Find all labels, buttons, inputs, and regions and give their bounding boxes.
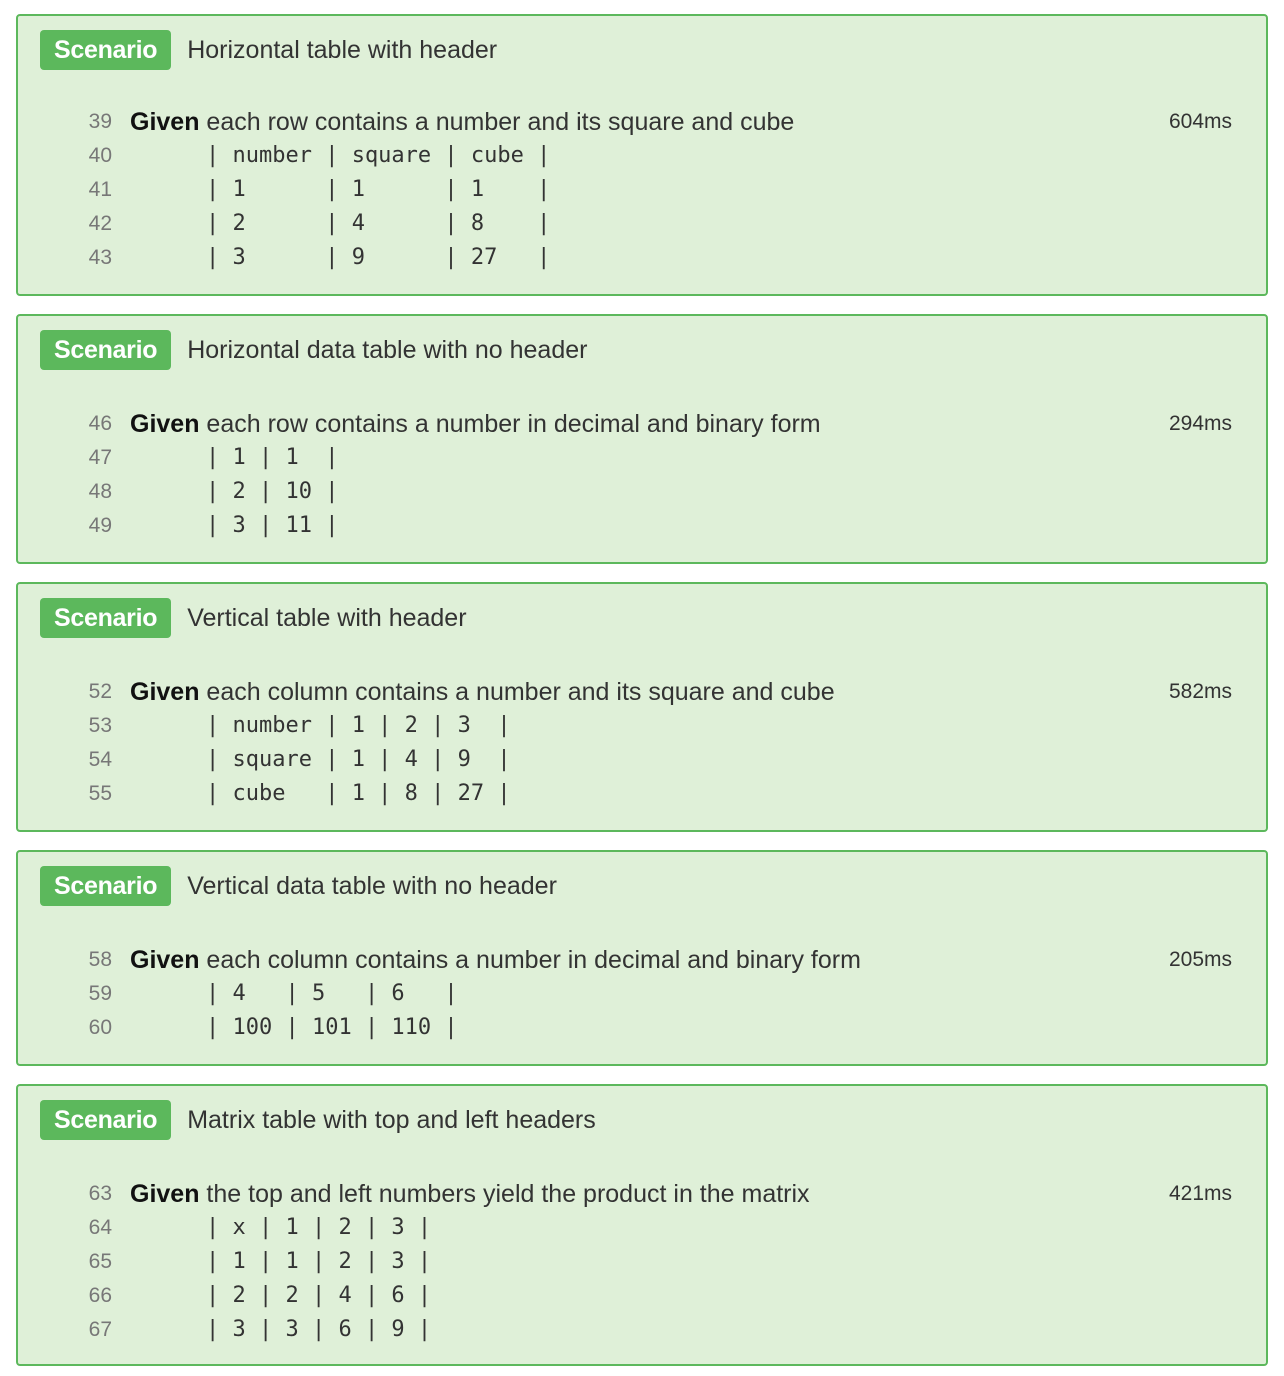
scenario-card [16, 14, 1268, 296]
scenario-header [40, 30, 497, 70]
step-text [130, 407, 821, 441]
table-row: | number | square | cube | [206, 143, 551, 168]
step-duration: 604ms [1168, 110, 1232, 133]
line-number: 67 [88, 1318, 112, 1341]
scenario-title: Matrix table with top and left headers [187, 1105, 596, 1134]
table-line [18, 1211, 1266, 1245]
line-number: 41 [88, 178, 112, 201]
table-row: | 2 | 2 | 4 | 6 | [206, 1283, 432, 1308]
line-number: 65 [88, 1250, 112, 1273]
table-row: | 1 | 1 | 1 | [206, 177, 551, 202]
table-line [18, 1313, 1266, 1347]
table-line [18, 709, 1266, 743]
step-description: the top and left numbers yield the product in the matrix [199, 1180, 810, 1208]
table-row: | x | 1 | 2 | 3 | [206, 1215, 432, 1240]
step-line [18, 675, 1266, 709]
line-number: 48 [88, 480, 112, 503]
step-line [18, 943, 1266, 977]
scenario-badge: Scenario [40, 598, 171, 638]
table-row: | 1 | 1 | [206, 445, 339, 470]
table-row: | 4 | 5 | 6 | [206, 981, 458, 1006]
table-row: | 1 | 1 | 2 | 3 | [206, 1249, 432, 1274]
scenario-card [16, 314, 1268, 564]
scenario-header [40, 1100, 596, 1140]
table-line [18, 1245, 1266, 1279]
scenario-header [40, 330, 587, 370]
step-keyword: Given [130, 678, 200, 706]
scenario-badge: Scenario [40, 1100, 171, 1140]
step-description: each column contains a number in decimal and binary form [199, 946, 861, 974]
step-text [130, 675, 835, 709]
line-number: 66 [88, 1284, 112, 1307]
scenario-header [40, 598, 467, 638]
line-number: 59 [88, 982, 112, 1005]
scenario-title: Vertical data table with no header [187, 871, 557, 900]
line-number: 58 [88, 948, 112, 971]
step-description: each column contains a number and its square and cube [199, 678, 835, 706]
line-number: 55 [88, 782, 112, 805]
line-number: 53 [88, 714, 112, 737]
scenario-title: Horizontal table with header [187, 35, 498, 64]
step-duration: 421ms [1168, 1182, 1232, 1205]
table-row: | 3 | 3 | 6 | 9 | [206, 1317, 432, 1342]
step-text [130, 943, 861, 977]
scenario-badge: Scenario [40, 866, 171, 906]
step-duration: 582ms [1168, 680, 1232, 703]
step-description: each row contains a number and its square and cube [199, 108, 795, 136]
step-duration: 294ms [1168, 412, 1232, 435]
line-number: 60 [88, 1016, 112, 1039]
line-number: 49 [88, 514, 112, 537]
table-row: | 3 | 11 | [206, 513, 339, 538]
line-number: 46 [88, 412, 112, 435]
scenario-badge: Scenario [40, 330, 171, 370]
table-line [18, 1011, 1266, 1045]
step-line [18, 1177, 1266, 1211]
line-number: 63 [88, 1182, 112, 1205]
table-line [18, 139, 1266, 173]
step-keyword: Given [130, 1180, 200, 1208]
line-number: 43 [88, 246, 112, 269]
step-description: each row contains a number in decimal and binary form [199, 410, 821, 438]
step-keyword: Given [130, 946, 200, 974]
step-keyword: Given [130, 108, 200, 136]
table-row: | 100 | 101 | 110 | [206, 1015, 458, 1040]
table-row: | 2 | 10 | [206, 479, 339, 504]
line-number: 40 [88, 144, 112, 167]
table-line [18, 743, 1266, 777]
step-line [18, 407, 1266, 441]
table-row: | square | 1 | 4 | 9 | [206, 747, 511, 772]
table-row: | 2 | 4 | 8 | [206, 211, 551, 236]
scenario-card [16, 582, 1268, 832]
scenario-badge: Scenario [40, 30, 171, 70]
scenario-title: Vertical table with header [187, 603, 467, 632]
table-line [18, 173, 1266, 207]
table-line [18, 1279, 1266, 1313]
step-duration: 205ms [1168, 948, 1232, 971]
table-row: | 3 | 9 | 27 | [206, 245, 551, 270]
table-line [18, 977, 1266, 1011]
table-line [18, 777, 1266, 811]
step-text [130, 105, 794, 139]
step-text [130, 1177, 810, 1211]
table-line [18, 509, 1266, 543]
table-line [18, 475, 1266, 509]
scenario-title: Horizontal data table with no header [187, 335, 588, 364]
line-number: 64 [88, 1216, 112, 1239]
step-line [18, 105, 1266, 139]
scenario-card [16, 850, 1268, 1066]
line-number: 47 [88, 446, 112, 469]
table-line [18, 241, 1266, 275]
table-line [18, 441, 1266, 475]
table-line [18, 207, 1266, 241]
step-keyword: Given [130, 410, 200, 438]
line-number: 42 [88, 212, 112, 235]
scenario-header [40, 866, 557, 906]
line-number: 52 [88, 680, 112, 703]
scenario-card [16, 1084, 1268, 1366]
line-number: 39 [88, 110, 112, 133]
line-number: 54 [88, 748, 112, 771]
table-row: | cube | 1 | 8 | 27 | [206, 781, 511, 806]
table-row: | number | 1 | 2 | 3 | [206, 713, 511, 738]
